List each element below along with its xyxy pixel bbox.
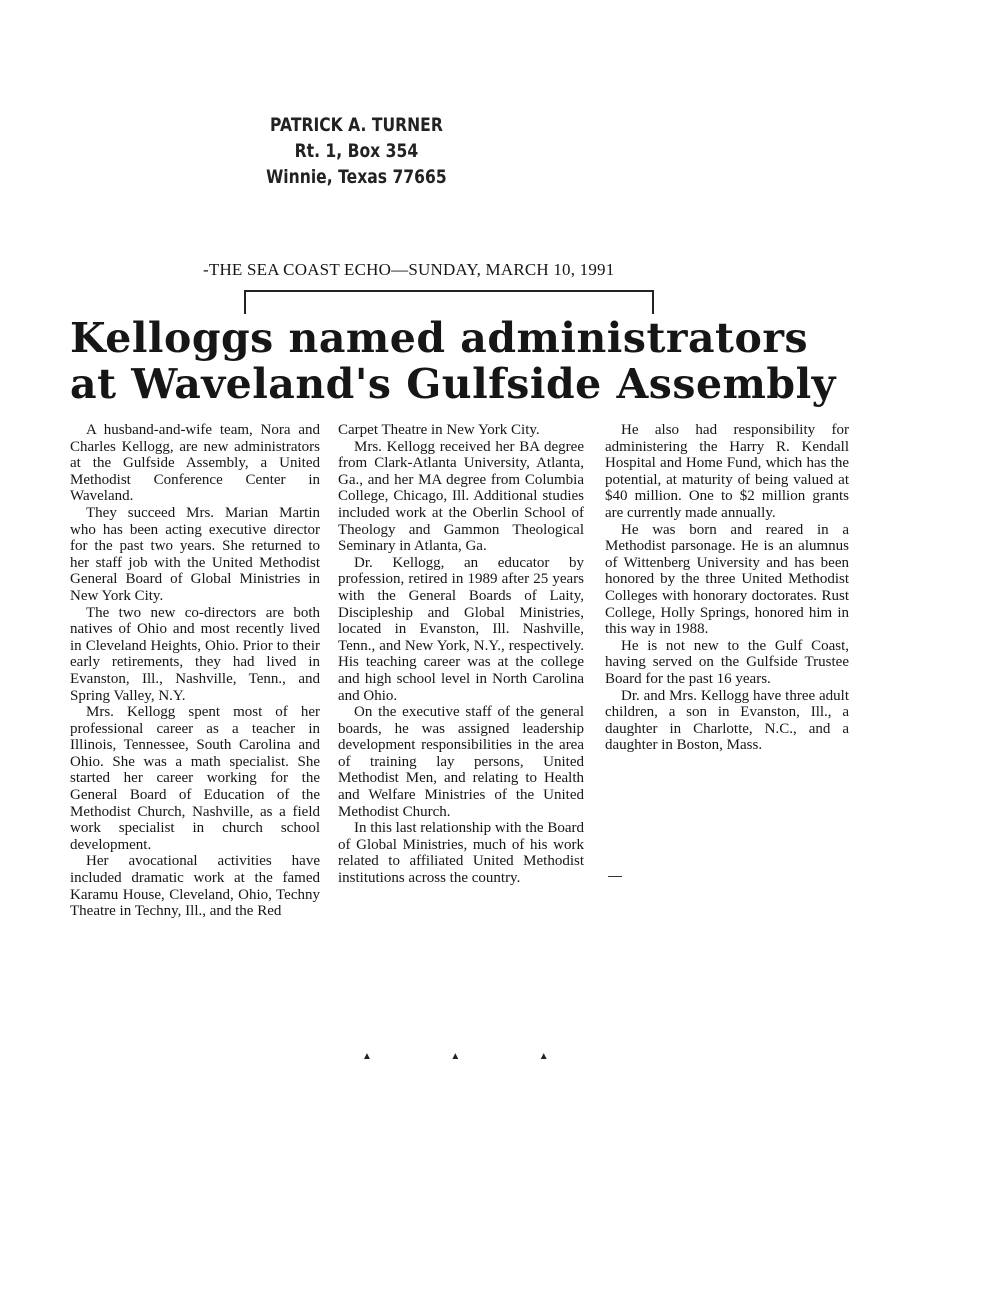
paragraph-continued: Carpet Theatre in New York City. — [338, 422, 540, 438]
article-column-1 — [70, 422, 320, 920]
paragraph: He is not new to the Gulf Coast, having served on the Gulfside Trustee Board for the past 16 years. — [605, 637, 849, 687]
paragraph: Dr. Kellogg, an educator by profession, retired in 1989 after 25 years with the General Boards of Laity, Discipleship and Global Ministries, located in Evanston, Ill. Nashville, Tenn., and New York, N.Y., respectively. His teaching career was at the college and high school level in North Carolina and Ohio. — [338, 554, 584, 704]
paragraph: Her avocational activities have included dramatic work at the famed Karamu House, Cleveland, Ohio, Techny Theatre in Techny, Ill., and the Red — [70, 853, 320, 920]
newspaper-masthead: -THE SEA COAST ECHO—SUNDAY, MARCH 10, 1991 — [203, 260, 615, 279]
paragraph: On the executive staff of the general boards, he was assigned leadership development responsibilities in the area of training lay persons, United Methodist Men, and relating to Health and Welfare Ministries of the United Methodist Church. — [338, 704, 584, 820]
paragraph: A husband-and-wife team, Nora and Charles Kellogg, are new administrators at the Gulfside Assembly, a United Methodist Conference Center in Waveland. — [70, 422, 320, 505]
paragraph: Mrs. Kellogg spent most of her professional career as a teacher in Illinois, Tennessee, South Carolina and Ohio. She was a math specialist. She started her career working for the General Board of Education of the Methodist Church, Nashville, as a field work specialist in church school development. — [70, 704, 320, 853]
paragraph: In this last relationship with the Board of Global Ministries, much of his work related to affiliated United Methodist institutions across the country. — [338, 820, 584, 887]
paragraph: They succeed Mrs. Marian Martin who has been acting executive director for the past two years. She returned to her staff job with the United Methodist General Board of Global Ministries in New York City. — [70, 504, 320, 604]
stamp-name: PATRICK A. TURNER — [269, 114, 443, 136]
end-dash — [608, 876, 622, 877]
end-marks: ▲ ▲ ▲ — [362, 1051, 587, 1062]
paragraph: He was born and reared in a Methodist parsonage. He is an alumnus of Wittenberg University and has been honored by the three United Methodist Colleges with honorary doctorates. Rust College, Holly Springs, honored him in this way in 1988. — [605, 521, 849, 638]
address-stamp — [258, 112, 455, 190]
paragraph: Dr. and Mrs. Kellogg have three adult children, a son in Evanston, Ill., a daughter in Charlotte, N.C., and a daughter in Boston, Mass. — [605, 687, 849, 754]
article-headline — [70, 315, 970, 407]
stamp-address-line1: Rt. 1, Box 354 — [294, 140, 419, 162]
stamp-address-line2: Winnie, Texas 77665 — [266, 166, 447, 188]
clipping-bracket — [244, 290, 654, 314]
paragraph: The two new co-directors are both natives of Ohio and most recently lived in Cleveland Heights, Ohio. Prior to their early retirements, they had lived in Evanston, Ill., Nashville, Tenn., and Spring Valley, N.Y. — [70, 604, 320, 704]
headline-line2: at Waveland's Gulfside Assembly — [70, 360, 836, 408]
article-column-2 — [338, 422, 584, 887]
paragraph: Mrs. Kellogg received her BA degree from Clark-Atlanta University, Atlanta, Ga., and her MA degree from Columbia College, Chicago, Ill. Additional studies included work at the Oberlin School of Theology and Gammon Theological Seminary in Atlanta, Ga. — [338, 438, 584, 555]
headline-line1: Kelloggs named administrators — [70, 314, 809, 362]
paragraph: He also had responsibility for administering the Harry R. Kendall Hospital and Home Fund, which has the potential, at maturity of being valued at $40 million. One to $2 million grants are currently made annually. — [605, 422, 849, 521]
article-column-3 — [605, 422, 849, 754]
